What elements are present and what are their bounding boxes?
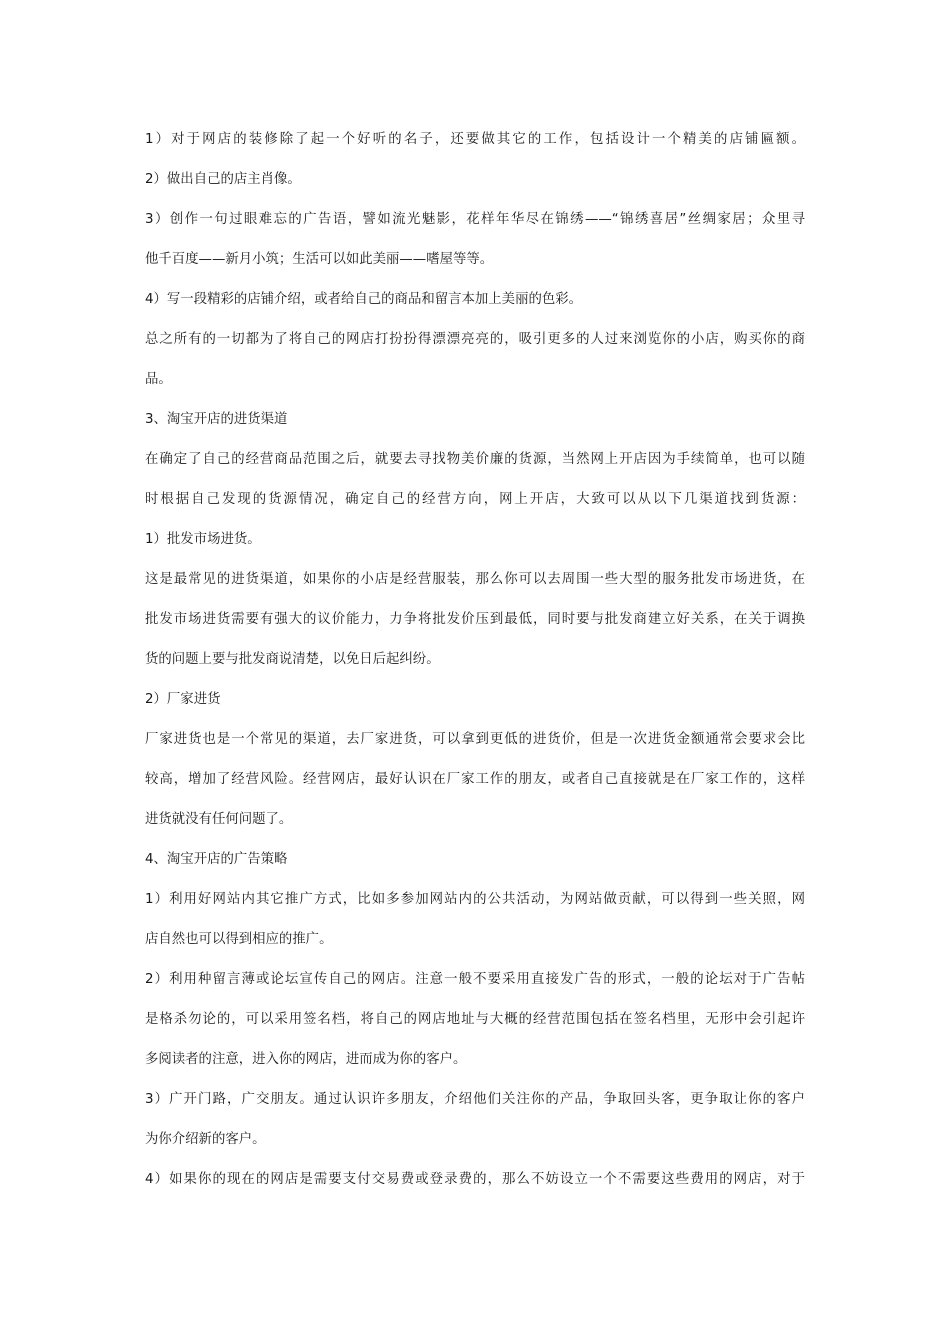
text-line: 1）批发市场进货。 xyxy=(145,532,261,547)
text-line: 2）厂家进货 xyxy=(145,692,221,707)
text-line: 批发市场进货需要有强大的议价能力，力争将批发价压到最低，同时要与批发商建立好关系，在关于调换 xyxy=(145,612,805,627)
text-line: 多阅读者的注意，进入你的网店，进而成为你的客户。 xyxy=(145,1052,467,1067)
text-line: 较高，增加了经营风险。经营网店，最好认识在厂家工作的朋友，或者自己直接就是在厂家工作的，这样 xyxy=(145,772,805,787)
text-line: 1）利用好网站内其它推广方式，比如多参加网站内的公共活动，为网站做贡献，可以得到一些关照，网 xyxy=(145,892,805,907)
text-line: 品。 xyxy=(145,372,172,387)
text-line: 进货就没有任何问题了。 xyxy=(145,812,293,827)
text-line: 4）写一段精彩的店铺介绍，或者给自己的商品和留言本加上美丽的色彩。 xyxy=(145,292,583,307)
document-body xyxy=(145,120,805,1200)
text-line: 厂家进货也是一个常见的渠道，去厂家进货，可以拿到更低的进货价，但是一次进货金额通常会要求会比 xyxy=(145,732,805,747)
text-line: 是格杀勿论的，可以采用签名档，将自己的网店地址与大概的经营范围包括在签名档里，无形中会引起许 xyxy=(145,1012,805,1027)
text-line: 为你介绍新的客户。 xyxy=(145,1132,266,1147)
text-line: 4）如果你的现在的网店是需要支付交易费或登录费的，那么不妨设立一个不需要这些费用的网店，对于 xyxy=(145,1172,805,1187)
text-line: 这是最常见的进货渠道，如果你的小店是经营服装，那么你可以去周围一些大型的服务批发市场进货，在 xyxy=(145,572,805,587)
section-heading: 3、淘宝开店的进货渠道 xyxy=(145,412,288,427)
text-line: 货的问题上要与批发商说清楚，以免日后起纠纷。 xyxy=(145,652,440,667)
text-line: 时根据自己发现的货源情况，确定自己的经营方向，网上开店，大致可以从以下几渠道找到货源： xyxy=(145,492,805,507)
section-heading: 4、淘宝开店的广告策略 xyxy=(145,852,288,867)
text-line: 3）广开门路，广交朋友。通过认识许多朋友，介绍他们关注你的产品，争取回头客，更争取让你的客户 xyxy=(145,1092,805,1107)
text-line: 2）做出自己的店主肖像。 xyxy=(145,172,301,187)
text-line: 总之所有的一切都为了将自己的网店打扮扮得漂漂亮亮的，吸引更多的人过来浏览你的小店，购买你的商 xyxy=(145,332,805,347)
text-line: 在确定了自己的经营商品范围之后，就要去寻找物美价廉的货源，当然网上开店因为手续简单，也可以随 xyxy=(145,452,805,467)
text-line: 2）利用种留言薄或论坛宣传自己的网店。注意一般不要采用直接发广告的形式，一般的论坛对于广告帖 xyxy=(145,972,805,987)
text-line: 3）创作一句过眼难忘的广告语，譬如流光魅影，花样年华尽在锦绣——“锦绣喜居”丝绸家居；众里寻 xyxy=(145,212,805,227)
text-line: 他千百度——新月小筑；生活可以如此美丽——嗜屋等等。 xyxy=(145,252,494,267)
text-line: 店自然也可以得到相应的推广。 xyxy=(145,932,333,947)
text-line: 1）对于网店的装修除了起一个好听的名子，还要做其它的工作，包括设计一个精美的店铺匾额。 xyxy=(145,132,805,147)
